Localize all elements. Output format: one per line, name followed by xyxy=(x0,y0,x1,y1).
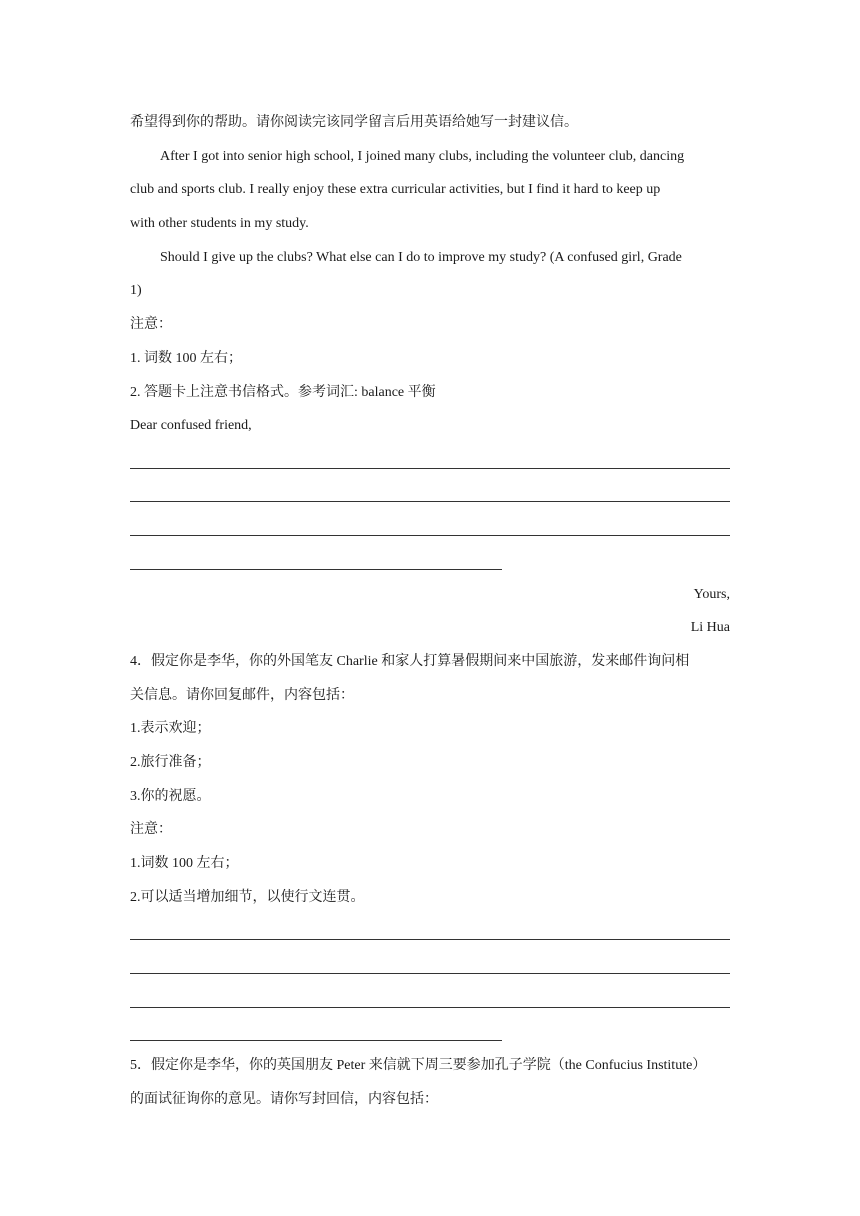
answer-line xyxy=(130,477,730,511)
section4-item: 2.旅行准备； xyxy=(130,755,211,771)
section3-letter-line: Should I give up the clubs? What else can I do to improve my study? (A confused girl, Grade xyxy=(160,249,682,265)
section3-intro-tail: 希望得到你的帮助。请你阅读完该同学留言后用英语给她写一封建议信。 xyxy=(130,115,578,130)
section5-prompt-line: 的面试征询你的意见。请你写封回信，内容包括： xyxy=(130,1091,438,1107)
section3-letter-line: 1) xyxy=(130,283,142,299)
section4-note-item: 2.可以适当增加细节，以使行文连贯。 xyxy=(130,889,365,905)
section3-letter-line: After I got into senior high school, I joined many clubs, including the volunteer club, dancing xyxy=(160,148,685,164)
section3-note-item: 2. 答题卡上注意书信格式。参考词汇: balance 平衡 xyxy=(130,384,436,400)
section4-prompt-line: 4．假定你是李华，你的外国笔友 Charlie 和家人打算暑假期间来中国旅游，发来邮件询问相 xyxy=(130,654,690,669)
section4-prompt-line: 关信息。请你回复邮件，内容包括： xyxy=(130,687,354,703)
section5-prompt-line: 5．假定你是李华，你的英国朋友 Peter 来信就下周三要参加孔子学院（the Confucius Institute） xyxy=(130,1058,707,1074)
section4-item: 3.你的祝愿。 xyxy=(130,788,211,804)
section4-note-title: 注意： xyxy=(130,822,172,838)
answer-line xyxy=(130,443,730,477)
section3-note-item: 1. 词数 100 左右； xyxy=(130,350,242,366)
section3-closing: Yours, xyxy=(693,586,730,602)
answer-line xyxy=(130,510,730,544)
section3-letter-line: club and sports club. I really enjoy these extra curricular activities, but I find it hard to keep up xyxy=(130,182,661,198)
section3-note-title: 注意： xyxy=(130,317,172,333)
document-content xyxy=(130,106,730,1117)
answer-line xyxy=(130,982,730,1016)
section3-letter-line: with other students in my study. xyxy=(130,216,309,232)
section4-item: 1.表示欢迎； xyxy=(130,721,211,737)
section4-note-item: 1.词数 100 左右； xyxy=(130,856,239,872)
answer-line xyxy=(130,1016,730,1050)
section3-signature: Li Hua xyxy=(690,620,730,636)
answer-line xyxy=(130,915,730,949)
answer-line xyxy=(130,948,730,982)
section3-salutation: Dear confused friend, xyxy=(130,418,252,434)
answer-line xyxy=(130,544,730,578)
